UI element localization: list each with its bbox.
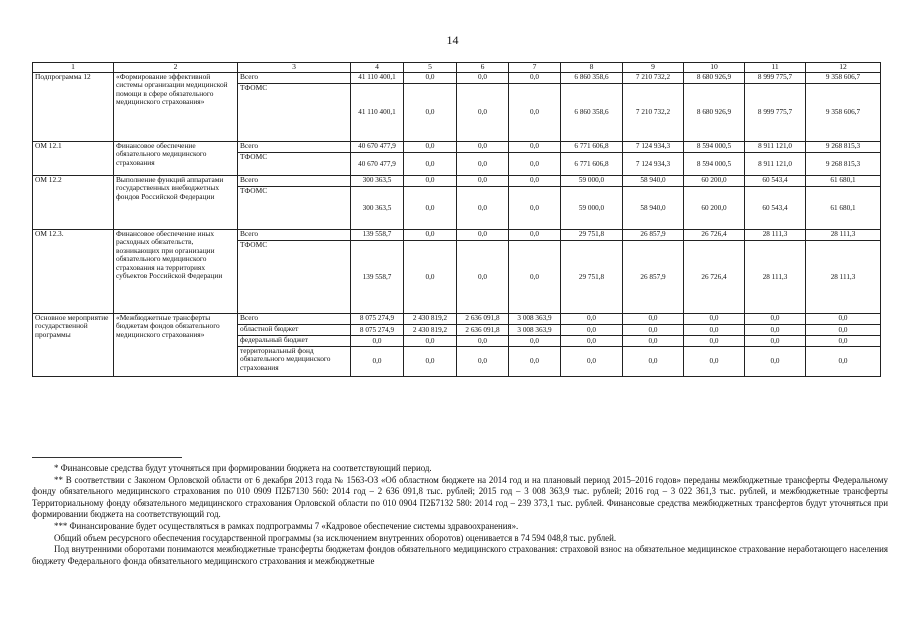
header-cell: 8	[561, 63, 623, 73]
value-cell: 0,0	[745, 336, 806, 347]
program-name: Выполнение функций аппаратами государственных внебюджетных фондов Российской Федерации	[114, 176, 238, 230]
funding-source: ТФОМС	[238, 153, 351, 176]
value-cell: 0,0	[351, 347, 404, 377]
value-cell: 0,0	[509, 84, 561, 142]
value-cell: 26 726,4	[684, 241, 745, 314]
value-cell: 59 000,0	[561, 187, 623, 230]
funding-source: ТФОМС	[238, 84, 351, 142]
value-cell: 7 124 934,3	[623, 153, 684, 176]
value-cell: 8 594 000,5	[684, 142, 745, 153]
funding-source: Всего	[238, 73, 351, 84]
value-cell: 26 857,9	[623, 241, 684, 314]
value-cell: 0,0	[684, 336, 745, 347]
footnote-3: *** Финансирование будет осуществляться в рамках подпрограммы 7 «Кадровое обеспечение системы здравоохранения».	[54, 520, 519, 531]
value-cell: 61 680,1	[806, 176, 881, 187]
header-cell: 7	[509, 63, 561, 73]
funding-source: территориальный фонд обязательного медицинского страхования	[238, 347, 351, 377]
value-cell: 41 110 400,1	[351, 84, 404, 142]
footnote-divider	[32, 457, 182, 458]
header-cell: 11	[745, 63, 806, 73]
value-cell: 8 594 000,5	[684, 153, 745, 176]
program-name: «Межбюджетные трансферты бюджетам фондов обязательного медицинского страхования»	[114, 314, 238, 377]
value-cell: 0,0	[404, 142, 457, 153]
value-cell: 0,0	[457, 336, 509, 347]
value-cell: 0,0	[457, 153, 509, 176]
value-cell: 2 636 091,8	[457, 325, 509, 336]
value-cell: 0,0	[509, 230, 561, 241]
footnote-1: * Финансовые средства будут уточняться при формировании бюджета на соответствующий период.	[54, 463, 432, 473]
value-cell: 40 670 477,9	[351, 153, 404, 176]
value-cell: 8 075 274,9	[351, 325, 404, 336]
value-cell: 60 200,0	[684, 176, 745, 187]
value-cell: 0,0	[745, 314, 806, 325]
value-cell: 6 860 358,6	[561, 73, 623, 84]
value-cell: 300 363,5	[351, 187, 404, 230]
value-cell: 40 670 477,9	[351, 142, 404, 153]
funding-source: областной бюджет	[238, 325, 351, 336]
value-cell: 6 771 606,8	[561, 153, 623, 176]
header-cell: 2	[114, 63, 238, 73]
value-cell: 0,0	[457, 230, 509, 241]
value-cell: 26 857,9	[623, 230, 684, 241]
value-cell: 139 558,7	[351, 241, 404, 314]
value-cell: 8 911 121,0	[745, 142, 806, 153]
value-cell: 9 358 606,7	[806, 73, 881, 84]
program-name: Финансовое обеспечение обязательного медицинского страхования	[114, 142, 238, 176]
value-cell: 0,0	[404, 187, 457, 230]
value-cell: 0,0	[561, 314, 623, 325]
value-cell: 2 430 819,2	[404, 325, 457, 336]
value-cell: 0,0	[509, 153, 561, 176]
value-cell: 0,0	[623, 336, 684, 347]
header-cell: 1	[33, 63, 114, 73]
header-cell: 4	[351, 63, 404, 73]
internal-turnover-paragraph: Под внутренними оборотами понимаются межбюджетные трансферты бюджетам фондов обязательного медицинского страхования: страховой взнос на обязательное медицинское страхование неработающего населения бюджету Федерального фонда обязательного медицинского страхования и межбюджетные	[32, 544, 888, 566]
value-cell: 3 008 363,9	[509, 325, 561, 336]
value-cell: 59 000,0	[561, 176, 623, 187]
value-cell: 8 680 926,9	[684, 84, 745, 142]
table-body	[33, 63, 881, 377]
value-cell: 9 268 815,3	[806, 142, 881, 153]
value-cell: 0,0	[457, 84, 509, 142]
value-cell: 0,0	[806, 336, 881, 347]
table-row	[33, 73, 881, 84]
budget-table	[32, 62, 881, 377]
header-cell: 9	[623, 63, 684, 73]
funding-source: Всего	[238, 230, 351, 241]
program-code: ОМ 12.3.	[33, 230, 114, 314]
value-cell: 3 008 363,9	[509, 314, 561, 325]
value-cell: 28 111,3	[806, 241, 881, 314]
funding-source: Всего	[238, 176, 351, 187]
value-cell: 0,0	[509, 241, 561, 314]
value-cell: 8 075 274,9	[351, 314, 404, 325]
value-cell: 0,0	[745, 347, 806, 377]
value-cell: 29 751,8	[561, 241, 623, 314]
value-cell: 2 430 819,2	[404, 314, 457, 325]
value-cell: 60 543,4	[745, 176, 806, 187]
value-cell: 0,0	[404, 230, 457, 241]
footnotes	[32, 463, 888, 567]
value-cell: 7 210 732,2	[623, 84, 684, 142]
value-cell: 0,0	[457, 241, 509, 314]
header-cell: 6	[457, 63, 509, 73]
funding-source: ТФОМС	[238, 241, 351, 314]
total-volume-paragraph: Общий объем ресурсного обеспечения государственной программы (за исключением внутренних оборотов) оценивается в 74 594 048,8 тыс. рублей.	[54, 532, 617, 543]
value-cell: 28 111,3	[745, 241, 806, 314]
value-cell: 2 636 091,8	[457, 314, 509, 325]
funding-source: Всего	[238, 314, 351, 325]
header-cell: 3	[238, 63, 351, 73]
program-code: ОМ 12.1	[33, 142, 114, 176]
table-row	[33, 314, 881, 325]
value-cell: 8 999 775,7	[745, 84, 806, 142]
value-cell: 0,0	[509, 73, 561, 84]
table-row	[33, 142, 881, 153]
footnote-2: ** В соответствии с Законом Орловской области от 6 декабря 2013 года № 1563-ОЗ «Об областном бюджете на 2014 год и на плановый период 2015–2016 годов» переданы межбюджетные трансферты Федеральному фонду обязательного медицинского страхования по 010 0909 П2Б7130 560: 2014 год – 2 636 091,8 тыс. рублей; 2015 год – 3 008 363,9 тыс. рублей; 2016 год – 3 022 361,3 тыс. рублей, и межбюджетные трансферты Территориальному фонду обязательного медицинского страхования Орловской области по 010 0904 П2Б7132 580: 2014 год – 239 373,1 тыс. рублей. Финансовые средства межбюджетных трансфертов будут уточняться при формировании бюджета на соответствующий год.	[32, 474, 888, 520]
value-cell: 139 558,7	[351, 230, 404, 241]
value-cell: 26 726,4	[684, 230, 745, 241]
value-cell: 61 680,1	[806, 187, 881, 230]
value-cell: 0,0	[684, 325, 745, 336]
value-cell: 41 110 400,1	[351, 73, 404, 84]
funding-source: федеральный бюджет	[238, 336, 351, 347]
value-cell: 0,0	[457, 142, 509, 153]
value-cell: 0,0	[509, 336, 561, 347]
value-cell: 8 999 775,7	[745, 73, 806, 84]
table-row	[33, 176, 881, 187]
program-name: Финансовое обеспечение иных расходных обязательств, возникающих при организации обязательного медицинского страхования на территориях субъектов Российской Федерации	[114, 230, 238, 314]
value-cell: 29 751,8	[561, 230, 623, 241]
value-cell: 0,0	[404, 153, 457, 176]
program-code: Основное мероприятие государственной программы	[33, 314, 114, 377]
value-cell: 60 543,4	[745, 187, 806, 230]
value-cell: 0,0	[404, 347, 457, 377]
value-cell: 58 940,0	[623, 187, 684, 230]
value-cell: 58 940,0	[623, 176, 684, 187]
value-cell: 0,0	[806, 347, 881, 377]
value-cell: 0,0	[561, 325, 623, 336]
value-cell: 0,0	[509, 176, 561, 187]
funding-source: Всего	[238, 142, 351, 153]
page-number: 14	[446, 33, 459, 47]
value-cell: 0,0	[509, 187, 561, 230]
value-cell: 300 363,5	[351, 176, 404, 187]
value-cell: 6 771 606,8	[561, 142, 623, 153]
value-cell: 0,0	[457, 187, 509, 230]
value-cell: 9 268 815,3	[806, 153, 881, 176]
value-cell: 28 111,3	[745, 230, 806, 241]
value-cell: 0,0	[404, 176, 457, 187]
header-row	[33, 63, 881, 73]
value-cell: 0,0	[457, 347, 509, 377]
value-cell: 0,0	[404, 241, 457, 314]
value-cell: 0,0	[457, 176, 509, 187]
program-name: «Формирование эффективной системы организации медицинской помощи в сфере обязательного медицинского страхования»	[114, 73, 238, 142]
value-cell: 0,0	[684, 347, 745, 377]
value-cell: 60 200,0	[684, 187, 745, 230]
value-cell: 0,0	[351, 336, 404, 347]
header-cell: 10	[684, 63, 745, 73]
value-cell: 0,0	[684, 314, 745, 325]
value-cell: 0,0	[404, 73, 457, 84]
funding-source: ТФОМС	[238, 187, 351, 230]
value-cell: 0,0	[745, 325, 806, 336]
value-cell: 0,0	[806, 314, 881, 325]
value-cell: 0,0	[404, 336, 457, 347]
value-cell: 9 358 606,7	[806, 84, 881, 142]
value-cell: 0,0	[623, 314, 684, 325]
value-cell: 0,0	[561, 336, 623, 347]
value-cell: 0,0	[509, 142, 561, 153]
value-cell: 0,0	[623, 325, 684, 336]
value-cell: 28 111,3	[806, 230, 881, 241]
value-cell: 6 860 358,6	[561, 84, 623, 142]
header-cell: 5	[404, 63, 457, 73]
value-cell: 7 210 732,2	[623, 73, 684, 84]
value-cell: 0,0	[509, 347, 561, 377]
value-cell: 8 680 926,9	[684, 73, 745, 84]
header-cell: 12	[806, 63, 881, 73]
program-code: Подпрограмма 12	[33, 73, 114, 142]
value-cell: 0,0	[457, 73, 509, 84]
value-cell: 8 911 121,0	[745, 153, 806, 176]
value-cell: 0,0	[561, 347, 623, 377]
table-row	[33, 230, 881, 241]
value-cell: 0,0	[623, 347, 684, 377]
value-cell: 0,0	[806, 325, 881, 336]
program-code: ОМ 12.2	[33, 176, 114, 230]
value-cell: 0,0	[404, 84, 457, 142]
value-cell: 7 124 934,3	[623, 142, 684, 153]
